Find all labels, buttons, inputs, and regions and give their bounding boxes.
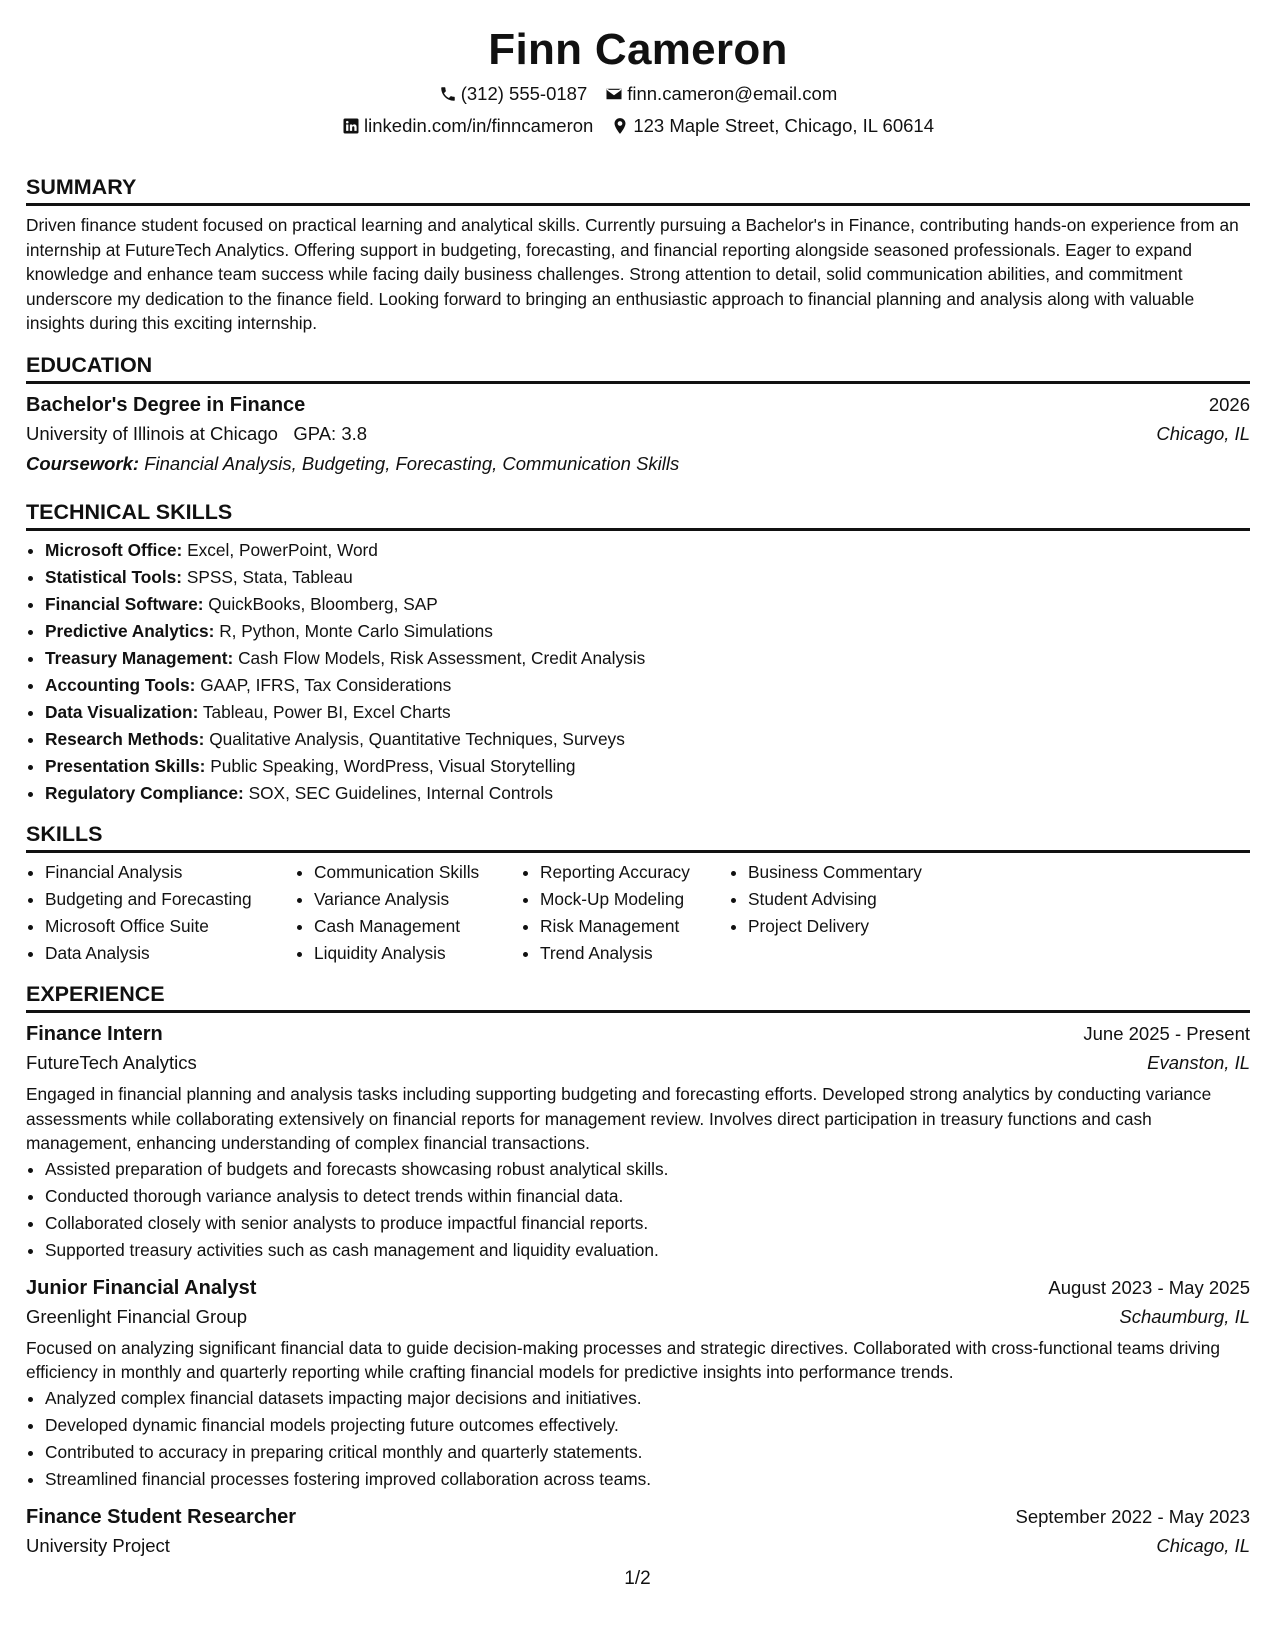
degree-title: Bachelor's Degree in Finance (26, 393, 306, 416)
list-item: • Data Analysis (45, 940, 295, 967)
list-item (45, 726, 1250, 753)
list-item: • Collaborated closely with senior analysts to produce impactful financial reports. (45, 1210, 1250, 1237)
skill-values: Qualitative Analysis, Quantitative Techniques, Surveys (209, 728, 625, 749)
coursework-list: Financial Analysis, Budgeting, Forecasting, Communication Skills (144, 452, 680, 474)
skill-category: Treasury Management: (45, 647, 234, 668)
skill-category: Statistical Tools: (45, 566, 182, 587)
job-dates: August 2023 - May 2025 (1048, 1276, 1250, 1298)
job-location: Evanston, IL (1147, 1051, 1250, 1073)
skill-category: Predictive Analytics: (45, 620, 215, 641)
list-item: • Trend Analysis (540, 940, 729, 967)
list-item: • Project Delivery (748, 913, 989, 940)
list-item (45, 672, 1250, 699)
list-item: • Variance Analysis (314, 886, 521, 913)
envelope-icon (605, 85, 623, 103)
phone-contact (439, 82, 588, 106)
experience-entry (26, 1503, 1250, 1561)
education-header-row (26, 391, 1250, 419)
job-location: Chicago, IL (1156, 1534, 1250, 1556)
company-name: Greenlight Financial Group (26, 1305, 248, 1327)
coursework-label: Coursework: (26, 452, 140, 474)
skill-category: Microsoft Office: (45, 539, 183, 560)
list-item: • Developed dynamic financial models projecting future outcomes effectively. (45, 1412, 1250, 1439)
phone-number: (312) 555-0187 (460, 83, 588, 104)
skill-category: Research Methods: (45, 728, 205, 749)
skill-values: QuickBooks, Bloomberg, SAP (208, 593, 438, 614)
list-item: • Reporting Accuracy (540, 859, 729, 886)
skill-category: Financial Software: (45, 593, 204, 614)
list-item: • Risk Management (540, 913, 729, 940)
list-item (45, 591, 1250, 618)
skills-column (26, 859, 295, 967)
list-item: • Conducted thorough variance analysis to detect trends within financial data. (45, 1183, 1250, 1210)
school-line (26, 419, 367, 449)
job-bullets (26, 1385, 1250, 1493)
job-title: Junior Financial Analyst (26, 1276, 257, 1299)
gpa: GPA: 3.8 (293, 422, 368, 444)
education-heading: EDUCATION (26, 352, 153, 377)
phone-icon (439, 85, 457, 103)
skill-values: R, Python, Monte Carlo Simulations (219, 620, 493, 641)
list-item: • Contributed to accuracy in preparing critical monthly and quarterly statements. (45, 1439, 1250, 1466)
graduation-year: 2026 (1208, 393, 1250, 415)
list-item (45, 645, 1250, 672)
skill-category: Data Visualization: (45, 701, 199, 722)
list-item (45, 699, 1250, 726)
list-item: • Streamlined financial processes fostering improved collaboration across teams. (45, 1466, 1250, 1493)
school-location: Chicago, IL (1156, 422, 1250, 444)
list-item: • Microsoft Office Suite (45, 913, 295, 940)
education-school-row (26, 419, 1250, 449)
list-item: • Analyzed complex financial datasets impacting major decisions and initiatives. (45, 1385, 1250, 1412)
experience-heading: EXPERIENCE (26, 981, 165, 1006)
list-item: • Supported treasury activities such as cash management and liquidity evaluation. (45, 1237, 1250, 1264)
skill-values: Cash Flow Models, Risk Assessment, Credit Analysis (238, 647, 646, 668)
contact-line-1 (26, 82, 1250, 106)
list-item: • Mock-Up Modeling (540, 886, 729, 913)
company-name: University Project (26, 1534, 170, 1556)
summary-text: Driven finance student focused on practical learning and analytical skills. Currently pursuing a Bachelor's in Finance, contributing hands-on experience from an internship at FutureTech Analytics. Offering support in budgeting, forecasting, and financial reporting alongside seasoned professionals. Eager to expand knowledge and enhance team success while facing daily business challenges. Strong attention to detail, solid communication abilities, and commitment underscore my dedication to the finance field. Looking forward to bringing an enthusiastic approach to financial planning and analysis along with valuable insights during this exciting internship. (26, 215, 1239, 334)
skill-values: SPSS, Stata, Tableau (186, 566, 353, 587)
list-item: • Assisted preparation of budgets and forecasts showcasing robust analytical skills. (45, 1156, 1250, 1183)
list-item (45, 564, 1250, 591)
experience-divider (26, 1010, 1250, 1013)
list-item: • Communication Skills (314, 859, 521, 886)
education-divider (26, 381, 1250, 384)
address-contact (611, 114, 934, 138)
page-number: 1/2 (624, 1568, 651, 1589)
linkedin-icon (342, 117, 360, 135)
list-item: • Financial Analysis (45, 859, 295, 886)
job-dates: September 2022 - May 2023 (1015, 1505, 1250, 1527)
school-name: University of Illinois at Chicago (26, 422, 278, 444)
technical-skills-list (26, 537, 1250, 807)
job-header-row (26, 1274, 1250, 1302)
skills-grid (26, 859, 1250, 967)
technical-skills-heading: TECHNICAL SKILLS (26, 499, 233, 524)
skills-column (729, 859, 989, 967)
job-header-row (26, 1503, 1250, 1531)
job-description: Engaged in financial planning and analysis tasks including supporting budgeting and forecasting efforts. Developed strong analytics by conducting variance assessments while collaborating extensively on financial reports for management review. Involves direct participation in treasury functions and cash management, enhancing understanding of complex financial transactions. (26, 1083, 1212, 1154)
linkedin-contact[interactable] (342, 114, 593, 138)
list-item (45, 618, 1250, 645)
job-company-row (26, 1531, 1250, 1561)
skills-column (295, 859, 521, 967)
map-pin-icon (611, 117, 629, 135)
list-item (45, 537, 1250, 564)
company-name: FutureTech Analytics (26, 1051, 197, 1073)
list-item (45, 753, 1250, 780)
resume-page (26, 0, 1250, 1561)
job-location: Schaumburg, IL (1119, 1305, 1250, 1327)
list-item: • Student Advising (748, 886, 989, 913)
list-item (45, 780, 1250, 807)
job-title: Finance Intern (26, 1022, 163, 1045)
skill-category: Regulatory Compliance: (45, 782, 244, 803)
summary-heading: SUMMARY (26, 175, 137, 199)
technical-skills-divider (26, 528, 1250, 531)
job-dates: June 2025 - Present (1083, 1022, 1250, 1044)
list-item: • Budgeting and Forecasting (45, 886, 295, 913)
job-company-row (26, 1302, 1250, 1332)
job-description: Focused on analyzing significant financial data to guide decision-making processes and strategic directives. Collaborated with cross-functional teams driving efficiency in monthly and quarterly reporting while crafting financial models for predictive insights into performance trends. (26, 1337, 1220, 1383)
candidate-name: Finn Cameron (488, 25, 788, 74)
job-title: Finance Student Researcher (26, 1505, 297, 1528)
job-company-row (26, 1048, 1250, 1078)
list-item: • Liquidity Analysis (314, 940, 521, 967)
email-address[interactable]: finn.cameron@email.com (627, 83, 838, 104)
experience-entry (26, 1020, 1250, 1264)
skill-category: Presentation Skills: (45, 755, 206, 776)
email-contact[interactable] (605, 82, 837, 106)
skills-heading: SKILLS (26, 821, 103, 846)
skill-category: Accounting Tools: (45, 674, 196, 695)
skills-divider (26, 850, 1250, 853)
contact-line-2 (26, 114, 1250, 138)
skills-column (521, 859, 729, 967)
list-item: • Business Commentary (748, 859, 989, 886)
experience-entry (26, 1274, 1250, 1493)
coursework-line (26, 449, 1250, 479)
skill-values: Public Speaking, WordPress, Visual Storytelling (210, 755, 576, 776)
skill-values: Tableau, Power BI, Excel Charts (202, 701, 451, 722)
summary-divider (26, 203, 1250, 206)
linkedin-url[interactable]: linkedin.com/in/finncameron (364, 115, 594, 136)
skill-values: GAAP, IFRS, Tax Considerations (200, 674, 452, 695)
skill-values: SOX, SEC Guidelines, Internal Controls (248, 782, 554, 803)
list-item: • Cash Management (314, 913, 521, 940)
job-header-row (26, 1020, 1250, 1048)
street-address: 123 Maple Street, Chicago, IL 60614 (633, 115, 934, 136)
job-bullets (26, 1156, 1250, 1264)
skill-values: Excel, PowerPoint, Word (187, 539, 378, 560)
